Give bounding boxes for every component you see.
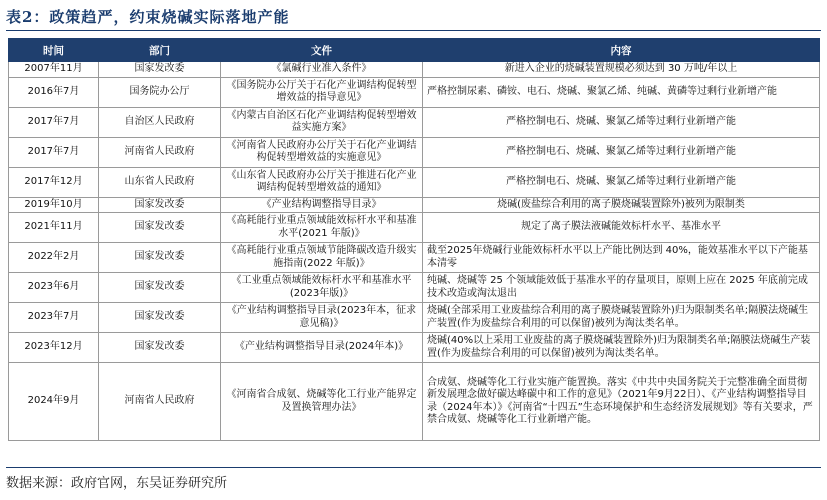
table-row <box>9 107 820 137</box>
cell-date: 2017年7月 <box>9 107 99 137</box>
table-row <box>9 62 820 78</box>
cell-date: 2023年12月 <box>9 333 99 363</box>
header-row <box>9 39 820 62</box>
cell-file: 《产业结构调整指导目录》 <box>221 197 423 213</box>
cell-dept: 山东省人民政府 <box>99 167 221 197</box>
cell-date: 2007年11月 <box>9 62 99 78</box>
cell-date: 2024年9月 <box>9 363 99 441</box>
cell-file: 《内蒙古自治区石化产业调结构促转型增效益实施方案》 <box>221 107 423 137</box>
table-row <box>9 273 820 303</box>
cell-content: 规定了离子膜法液碱能效标杆水平、基准水平 <box>423 213 820 243</box>
cell-content: 烧碱(废盐综合利用的离子膜烧碱装置除外)被列为限制类 <box>423 197 820 213</box>
cell-file: 《河南省人民政府办公厅关于石化产业调结构促转型增效益的实施意见》 <box>221 137 423 167</box>
cell-dept: 国家发改委 <box>99 213 221 243</box>
cell-dept: 自治区人民政府 <box>99 107 221 137</box>
cell-content: 合成氨、烧碱等化工行业实施产能置换。落实《中共中央国务院关于完整准确全面贯彻新发展理念做好碳达峰碳中和工作的意见》（2021年9月22日）、《产业结构调整指导目录（2024年本）》《河南省“十四五”生态环境保护和生态经济发展规划》等有关要求，严禁合成氨、烧碱等化工行业新增产能。 <box>423 363 820 441</box>
cell-date: 2023年7月 <box>9 303 99 333</box>
table-row <box>9 77 820 107</box>
table-row <box>9 213 820 243</box>
cell-file: 《高耗能行业重点领域能效标杆水平和基准水平(2021 年版)》 <box>221 213 423 243</box>
cell-dept: 国家发改委 <box>99 243 221 273</box>
cell-date: 2017年12月 <box>9 167 99 197</box>
header-date: 时间 <box>9 39 99 62</box>
cell-date: 2022年2月 <box>9 243 99 273</box>
cell-dept: 国家发改委 <box>99 333 221 363</box>
cell-file: 《工业重点领域能效标杆水平和基准水平(2023年版)》 <box>221 273 423 303</box>
policy-table <box>8 38 820 441</box>
header-file: 文件 <box>221 39 423 62</box>
table-row <box>9 167 820 197</box>
table-row <box>9 333 820 363</box>
cell-content: 截至2025年烧碱行业能效标杆水平以上产能比例达到 40%，能效基准水平以下产能基本清零 <box>423 243 820 273</box>
cell-file: 《产业结构调整指导目录(2023年本，征求意见稿)》 <box>221 303 423 333</box>
table-row <box>9 137 820 167</box>
cell-file: 《国务院办公厅关于石化产业调结构促转型增效益的指导意见》 <box>221 77 423 107</box>
cell-content: 烧碱(全部采用工业废盐综合利用的离子膜烧碱装置除外)归为限制类名单;隔膜法烧碱生产装置(作为废盐综合利用的可以保留)被列为淘汰类名单。 <box>423 303 820 333</box>
cell-dept: 河南省人民政府 <box>99 363 221 441</box>
cell-file: 《高耗能行业重点领域节能降碳改造升级实施指南(2022 年版)》 <box>221 243 423 273</box>
cell-date: 2023年6月 <box>9 273 99 303</box>
cell-dept: 国家发改委 <box>99 197 221 213</box>
cell-file: 《氯碱行业准入条件》 <box>221 62 423 78</box>
cell-content: 严格控制电石、烧碱、聚氯乙烯等过剩行业新增产能 <box>423 137 820 167</box>
table-row <box>9 197 820 213</box>
cell-content: 严格控制尿素、磷铵、电石、烧碱、聚氯乙烯、纯碱、黄磷等过剩行业新增产能 <box>423 77 820 107</box>
cell-dept: 河南省人民政府 <box>99 137 221 167</box>
cell-content: 新进入企业的烧碱装置规模必须达到 30 万吨/年以上 <box>423 62 820 78</box>
cell-date: 2019年10月 <box>9 197 99 213</box>
cell-content: 严格控制电石、烧碱、聚氯乙烯等过剩行业新增产能 <box>423 107 820 137</box>
cell-dept: 国家发改委 <box>99 273 221 303</box>
cell-dept: 国务院办公厅 <box>99 77 221 107</box>
cell-content: 烧碱(40%以上采用工业废盐的离子膜烧碱装置除外)归为限制类名单;隔膜法烧碱生产装置(作为废盐综合利用的可以保留)被列为淘汰类名单。 <box>423 333 820 363</box>
cell-file: 《河南省合成氨、烧碱等化工行业产能界定及置换管理办法》 <box>221 363 423 441</box>
cell-file: 《产业结构调整指导目录(2024年本)》 <box>221 333 423 363</box>
table-row <box>9 303 820 333</box>
table-row <box>9 243 820 273</box>
cell-date: 2021年11月 <box>9 213 99 243</box>
cell-content: 严格控制电石、烧碱、聚氯乙烯等过剩行业新增产能 <box>423 167 820 197</box>
table-title: 表2：政策趋严，约束烧碱实际落地产能 <box>6 8 290 26</box>
cell-date: 2017年7月 <box>9 137 99 167</box>
bottom-divider <box>6 467 821 468</box>
cell-dept: 国家发改委 <box>99 62 221 78</box>
top-divider <box>6 30 821 31</box>
cell-dept: 国家发改委 <box>99 303 221 333</box>
source-note: 数据来源：政府官网，东吴证券研究所 <box>6 476 228 491</box>
cell-date: 2016年7月 <box>9 77 99 107</box>
header-content: 内容 <box>423 39 820 62</box>
header-dept: 部门 <box>99 39 221 62</box>
cell-file: 《山东省人民政府办公厅关于推进石化产业调结构促转型增效益的通知》 <box>221 167 423 197</box>
cell-content: 纯碱、烧碱等 25 个领域能效低于基准水平的存量项目，原则上应在 2025 年底前完成技术改造或淘汰退出 <box>423 273 820 303</box>
table-row <box>9 363 820 441</box>
